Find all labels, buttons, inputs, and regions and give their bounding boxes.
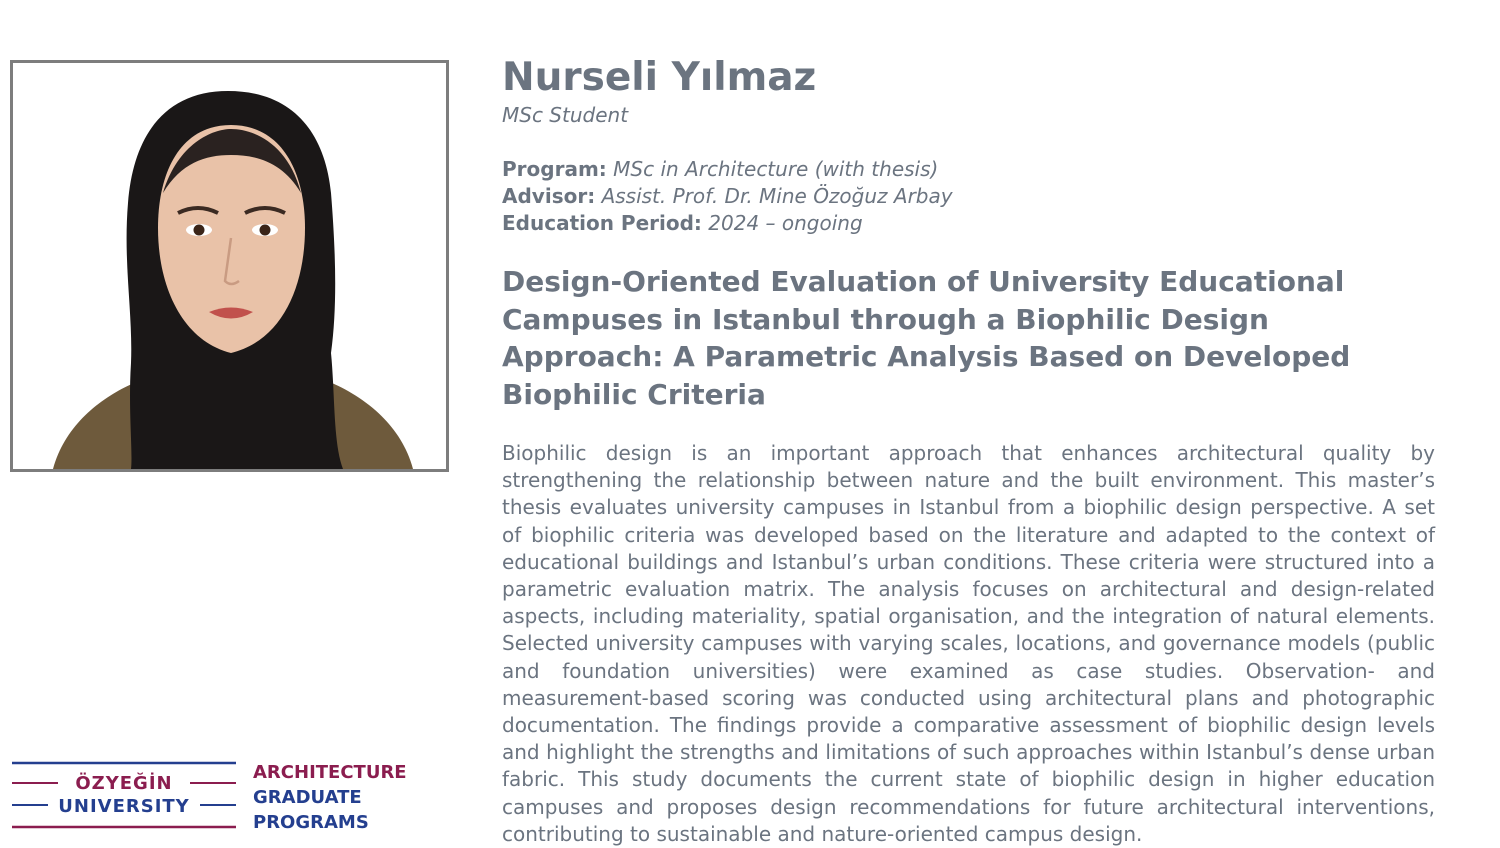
logo-lines-graphic <box>12 758 238 830</box>
logo-program-line-1: ARCHITECTURE <box>253 762 407 783</box>
portrait-image <box>13 63 446 469</box>
university-logo <box>12 758 412 834</box>
thesis-abstract: Biophilic design is an important approach that enhances architectural quality by strengthening the relationship between nature and the built environment. This master’s thesis evaluates university campuses in Istanbul from a biophilic design perspective. A set of biophilic criteria was developed based on the literature and adapted to the context of educational buildings and Istanbul’s urban conditions. These criteria were structured into a parametric evaluation matrix. The analysis focuses on architectural and design-related aspects, including materiality, spatial organisation, and the integration of natural elements. Selected university campuses with varying scales, locations, and governance models (public and foundation universities) were examined as case studies. Observation- and measurement-based scoring was conducted using architectural plans and photographic documentation. The findings provide a comparative assessment of biophilic design levels and highlight the strengths and limitations of such approaches within Istanbul’s dense urban fabric. This study documents the current state of biophilic design in higher education campuses and proposes design recommendations for future architectural interventions, contributing to sustainable and nature-oriented campus design. <box>502 441 1435 846</box>
logo-program-line-3: PROGRAMS <box>253 812 369 833</box>
thesis-title: Design-Oriented Evaluation of University Educational Campuses in Istanbul through a Biophilic Design Approach: A Parametric Analysis Based on Developed Biophilic Criteria <box>502 265 1351 411</box>
logo-program-text <box>253 760 407 835</box>
period-row <box>502 210 1435 237</box>
advisor-label: Advisor: <box>502 184 596 208</box>
student-name: Nurseli Yılmaz <box>502 55 817 100</box>
period-value: 2024 – ongoing <box>708 211 863 235</box>
student-role: MSc Student <box>502 103 629 127</box>
program-label: Program: <box>502 157 607 181</box>
advisor-value: Assist. Prof. Dr. Mine Özoğuz Arbay <box>601 184 953 208</box>
program-value: MSc in Architecture (with thesis) <box>613 157 939 181</box>
logo-program-line-2: GRADUATE <box>253 787 362 808</box>
logo-wordmark-top: ÖZYEĞİN <box>75 773 173 794</box>
period-label: Education Period: <box>502 211 702 235</box>
portrait-photo <box>10 60 449 472</box>
advisor-row <box>502 183 1435 210</box>
program-row <box>502 156 1435 183</box>
logo-wordmark-bottom: UNIVERSITY <box>58 796 190 817</box>
profile-content <box>502 54 1435 848</box>
